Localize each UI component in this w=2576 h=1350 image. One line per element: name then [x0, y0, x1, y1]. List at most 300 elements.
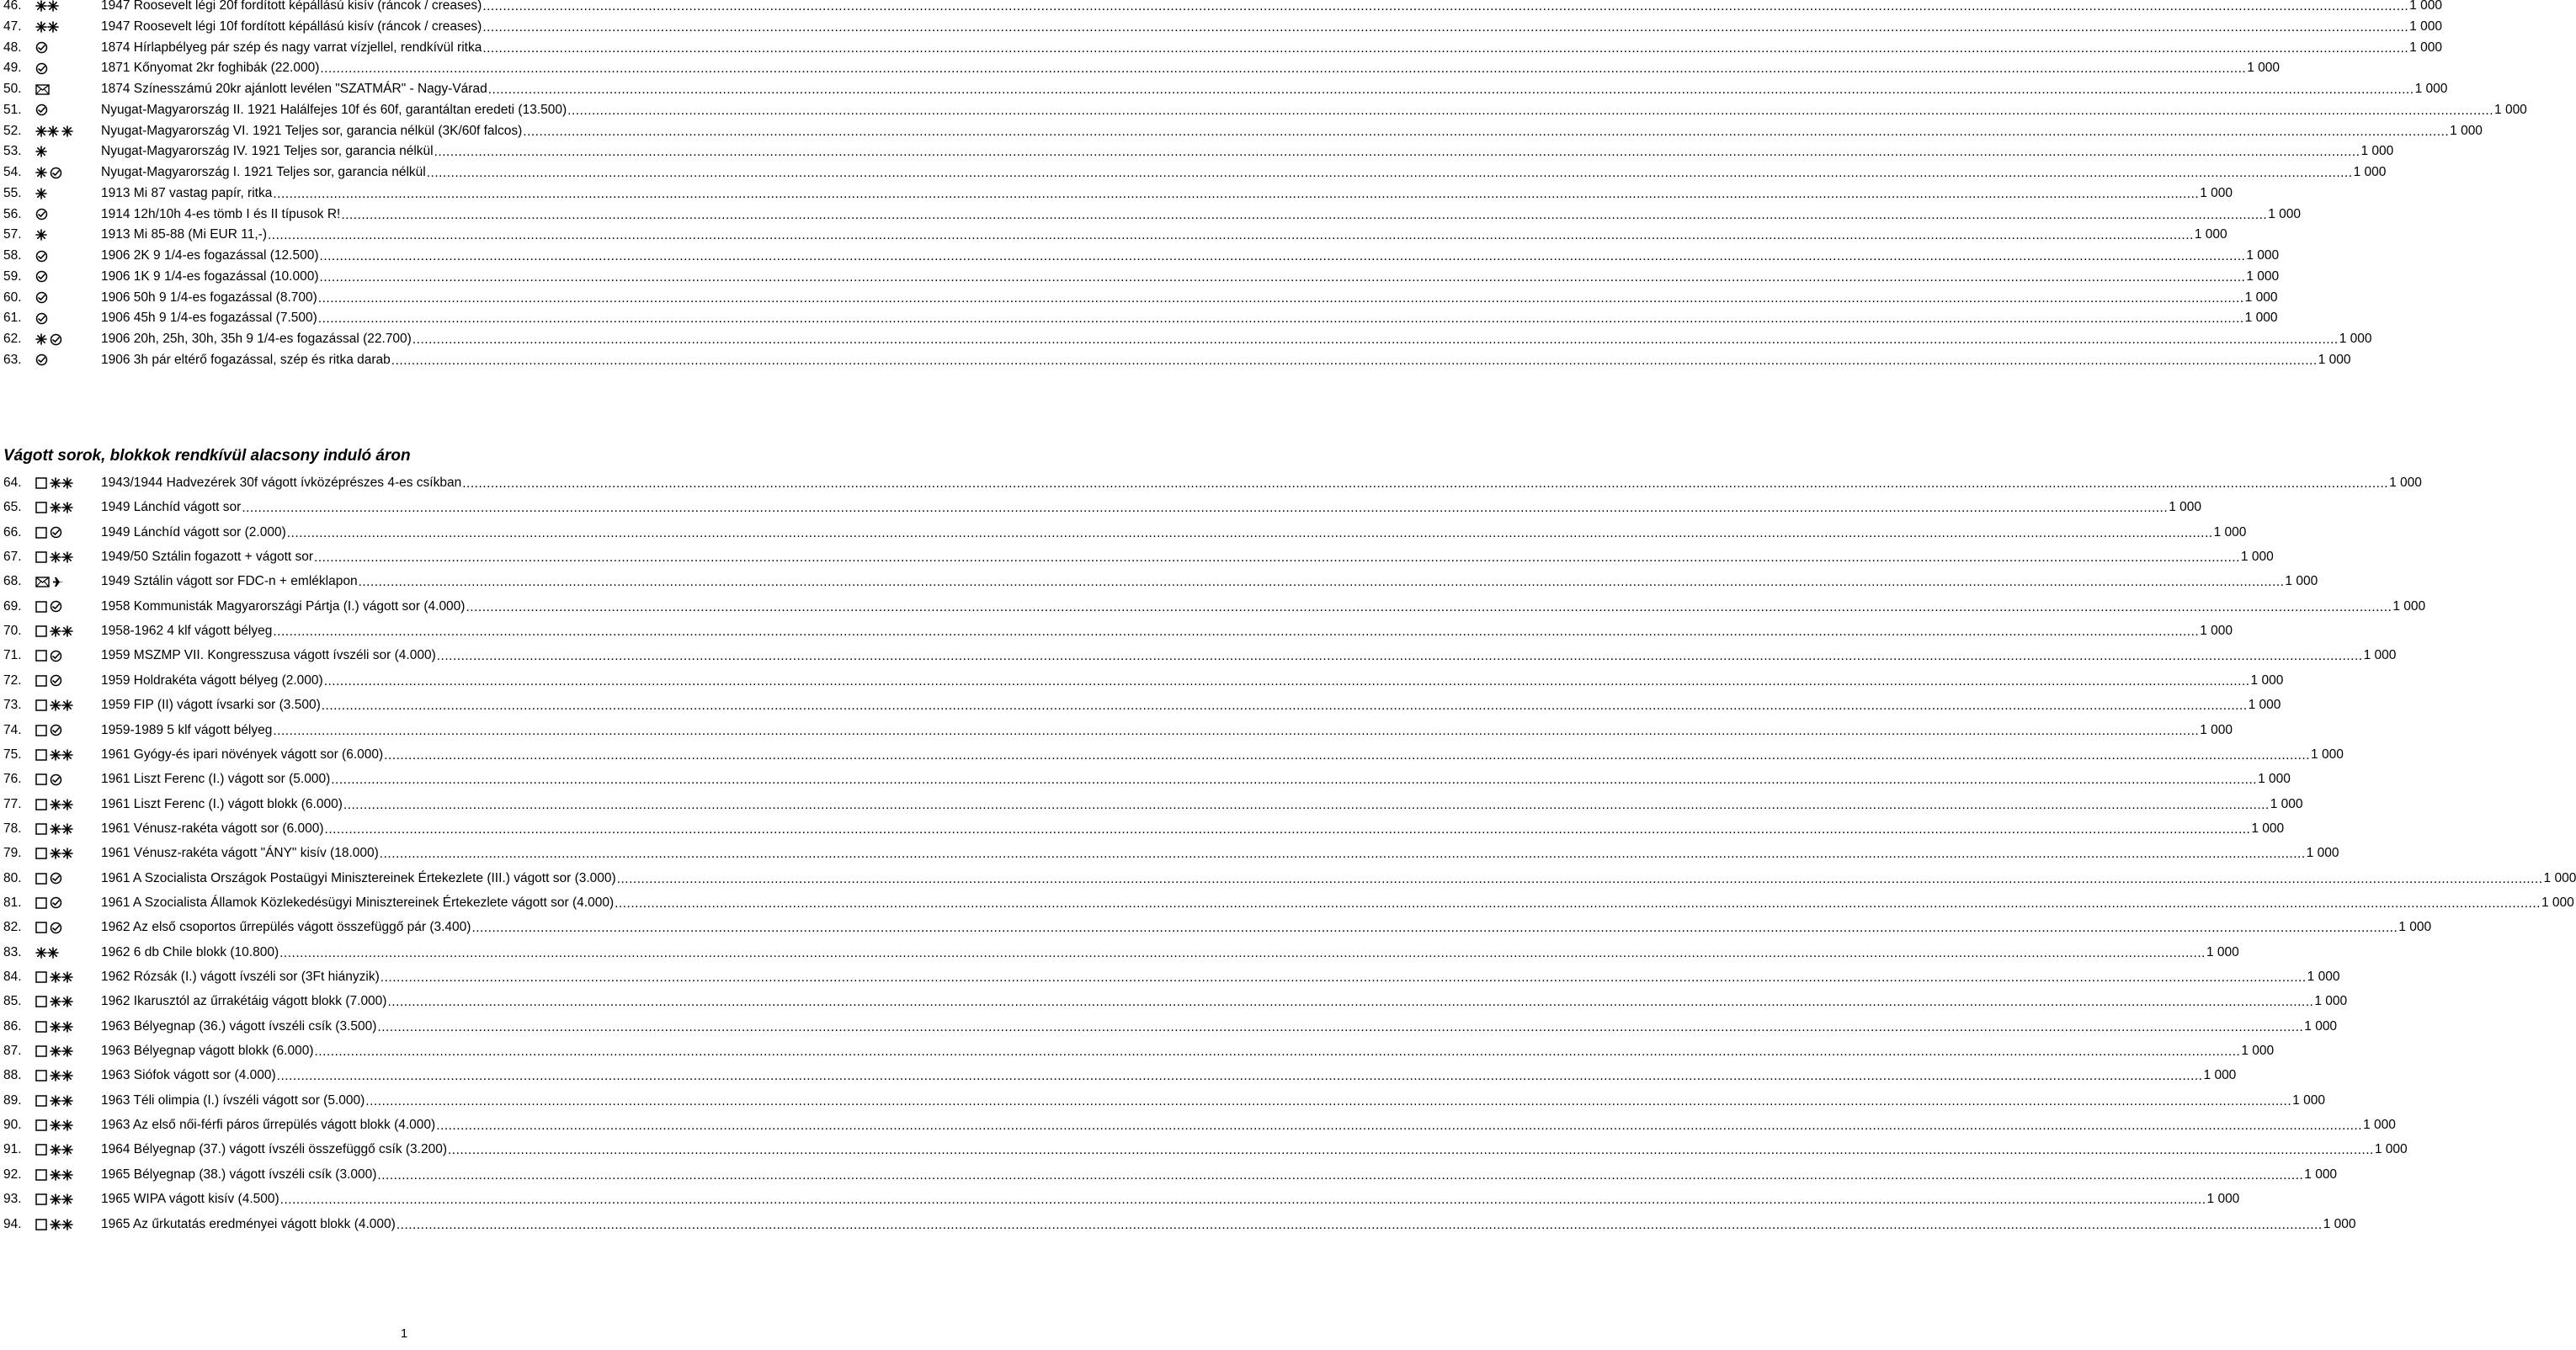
- lot-description: 1949/50 Sztálin fogazott + vágott sor: [101, 550, 314, 565]
- lot-number: 75.: [3, 747, 22, 762]
- mint-hinged-icon: [35, 188, 47, 199]
- lot-number: 51.: [3, 102, 22, 117]
- lot-starting-price: 1 000: [2398, 920, 2432, 935]
- lot-number: 76.: [3, 772, 22, 787]
- lot-number: 49.: [3, 61, 22, 76]
- lot-description: 1959 FIP (II) vágott ívsarki sor (3.500): [101, 698, 321, 713]
- section-title: Vágott sorok, blokkok rendkívül alacsony induló áron: [3, 447, 411, 465]
- lot-number: 70.: [3, 624, 22, 639]
- lot-row: [3, 1166, 2338, 1184]
- used-stamp-icon: [50, 600, 62, 613]
- imperforate-square-icon: [35, 1045, 47, 1057]
- lot-starting-price: 1 000: [2323, 1216, 2356, 1231]
- used-stamp-icon: [50, 674, 62, 687]
- dot-leader: [314, 550, 2240, 566]
- lot-starting-price: 1 000: [2409, 0, 2442, 13]
- lot-starting-price: 1 000: [2311, 747, 2344, 762]
- mint-never-hinged-icon: [50, 823, 73, 835]
- lot-starting-price: 1 000: [2450, 123, 2483, 138]
- dot-leader: [471, 920, 2398, 937]
- used-stamp-icon: [50, 872, 62, 885]
- cover-envelope-icon: [35, 577, 50, 587]
- lot-description: 1963 Bélyegnap (36.) vágott ívszéli csík (3.500): [101, 1018, 377, 1034]
- dot-leader: [268, 227, 2194, 244]
- lot-row: [3, 474, 2422, 492]
- lot-starting-price: 1 000: [2541, 895, 2574, 910]
- lot-description: 1949 Lánchíd vágott sor (2.000): [101, 524, 286, 539]
- lot-starting-price: 1 000: [2494, 102, 2527, 117]
- lot-description: 1914 12h/10h 4-es tömb I és II típusok R!: [101, 206, 341, 221]
- used-stamp-icon: [35, 353, 48, 366]
- lot-starting-price: 1 000: [2213, 524, 2247, 539]
- lot-number: 54.: [3, 165, 22, 179]
- lot-row: [3, 18, 2442, 36]
- lot-row: [3, 869, 2576, 888]
- lot-starting-price: 1 000: [2246, 268, 2280, 284]
- mint-never-hinged-icon: [50, 799, 73, 811]
- dot-leader: [482, 19, 2408, 36]
- lot-description: Nyugat-Magyarország I. 1921 Teljes sor, garancia nélkül: [101, 165, 426, 179]
- dot-leader: [287, 525, 2213, 542]
- lot-number: 47.: [3, 19, 22, 34]
- imperforate-square-icon: [35, 823, 47, 835]
- lot-condition-icons: [35, 291, 101, 304]
- lot-description: 1959 MSZMP VII. Kongresszusa vágott ívszéli sor (4.000): [101, 648, 436, 663]
- lot-description: 1963 Bélyegnap vágott blokk (6.000): [101, 1044, 314, 1059]
- lot-starting-price: 1 000: [2307, 970, 2340, 984]
- imperforate-square-icon: [35, 551, 47, 563]
- used-stamp-icon: [50, 333, 62, 346]
- dot-leader: [488, 82, 2414, 98]
- lot-condition-icons: [35, 551, 101, 563]
- lot-number: 88.: [3, 1068, 22, 1083]
- used-stamp-icon: [50, 724, 62, 736]
- lot-number: 66.: [3, 524, 22, 539]
- cover-envelope-icon: [35, 84, 50, 95]
- lot-description: 1949 Lánchíd vágott sor: [101, 500, 242, 515]
- lot-description: 1964 Bélyegnap (37.) vágott ívszéli összefüggő csík (3.200): [101, 1142, 447, 1157]
- lot-description: 1906 3h pár eltérő fogazással, szép és ritka darab: [101, 352, 391, 367]
- imperforate-square-icon: [35, 650, 47, 662]
- lot-condition-icons: [35, 724, 101, 736]
- lot-condition-icons: [35, 576, 101, 588]
- lot-starting-price: 1 000: [2194, 227, 2227, 242]
- mint-hinged-icon: [35, 146, 47, 157]
- imperforate-square-icon: [35, 897, 47, 909]
- lot-condition-icons: [35, 250, 101, 263]
- dot-leader: [387, 994, 2313, 1011]
- dot-leader: [273, 723, 2199, 740]
- lot-condition-icons: [35, 799, 101, 811]
- lot-starting-price: 1 000: [2389, 476, 2422, 490]
- mint-never-hinged-icon: [50, 1119, 73, 1131]
- lot-condition-icons: [35, 146, 101, 157]
- dot-leader: [436, 1118, 2362, 1135]
- lot-number: 69.: [3, 598, 22, 614]
- lot-condition-icons: [35, 749, 101, 761]
- lot-starting-price: 1 000: [2292, 1092, 2325, 1108]
- lot-condition-icons: [35, 188, 101, 199]
- used-stamp-icon: [50, 167, 62, 179]
- mint-hinged-icon: [35, 333, 47, 345]
- lot-starting-price: 1 000: [2240, 550, 2274, 565]
- lot-description: 1961 A Szocialista Országok Postaügyi Minisztereinek Értekezlete (III.) vágott sor (3.000): [101, 870, 616, 885]
- imperforate-square-icon: [35, 799, 47, 811]
- lot-number: 67.: [3, 550, 22, 565]
- lot-description: 1965 Az űrkutatás eredményei vágott blokk (4.000): [101, 1216, 396, 1231]
- lot-description: 1961 Vénusz-rakéta vágott "ÁNY" kisív (18.000): [101, 846, 379, 861]
- lot-starting-price: 1 000: [2169, 500, 2201, 515]
- page-number: 1: [400, 1326, 408, 1341]
- lot-condition-icons: [35, 971, 101, 983]
- imperforate-square-icon: [35, 1193, 47, 1205]
- imperforate-square-icon: [35, 725, 47, 736]
- dot-leader: [279, 945, 2206, 962]
- lot-description: 1962 Ikarusztól az űrrakétáig vágott blokk (7.000): [101, 994, 387, 1009]
- dot-leader: [320, 248, 2246, 265]
- lot-description: 1959 Holdrakéta vágott bélyeg (2.000): [101, 672, 323, 688]
- lot-starting-price: 1 000: [2244, 290, 2278, 305]
- lot-condition-icons: [35, 1021, 101, 1033]
- mint-never-hinged-icon: [50, 502, 73, 513]
- imperforate-square-icon: [35, 477, 47, 489]
- lot-description: 1906 45h 9 1/4-es fogazással (7.500): [101, 311, 317, 326]
- imperforate-square-icon: [35, 1021, 47, 1033]
- lot-row: [3, 968, 2340, 986]
- imperforate-square-icon: [35, 873, 47, 885]
- mint-never-hinged-icon: [50, 699, 73, 711]
- imperforate-square-icon: [35, 601, 47, 613]
- dot-leader: [280, 1192, 2206, 1209]
- lot-row: [3, 1140, 2408, 1159]
- dot-leader: [273, 186, 2199, 203]
- lot-row: [3, 268, 2280, 286]
- used-stamp-icon: [35, 270, 48, 283]
- lot-row: [3, 894, 2574, 912]
- lot-description: 1965 WIPA vágott kisív (4.500): [101, 1192, 279, 1207]
- used-stamp-icon: [50, 650, 62, 662]
- mint-never-hinged-icon: [50, 1045, 73, 1057]
- mint-never-hinged-icon: [50, 1021, 73, 1033]
- lot-condition-icons: [35, 848, 101, 859]
- imperforate-square-icon: [35, 971, 47, 983]
- lot-number: 46.: [3, 0, 22, 13]
- lot-row: [3, 1018, 2338, 1036]
- used-stamp-icon: [35, 250, 48, 263]
- lot-row: [3, 330, 2372, 348]
- used-stamp-icon: [35, 62, 48, 75]
- lot-row: [3, 1215, 2356, 1234]
- lot-number: 48.: [3, 40, 22, 55]
- lot-number: 63.: [3, 352, 22, 367]
- lot-condition-icons: [35, 477, 101, 489]
- mint-never-hinged-icon: [50, 996, 73, 1007]
- imperforate-square-icon: [35, 773, 47, 785]
- lot-condition-icons: [35, 353, 101, 366]
- lot-number: 57.: [3, 227, 22, 242]
- lot-number: 78.: [3, 821, 22, 836]
- dot-leader: [381, 970, 2307, 986]
- mint-never-hinged-icon: [50, 971, 73, 983]
- lot-number: 84.: [3, 970, 22, 984]
- lot-number: 90.: [3, 1118, 22, 1133]
- dot-leader: [322, 698, 2248, 715]
- lot-starting-price: 1 000: [2200, 722, 2233, 737]
- lot-starting-price: 1 000: [2206, 944, 2239, 959]
- lot-number: 94.: [3, 1216, 22, 1231]
- lot-row: [3, 746, 2344, 764]
- lot-condition-icons: [35, 896, 101, 909]
- lot-description: 1906 50h 9 1/4-es fogazással (8.700): [101, 290, 317, 305]
- lot-starting-price: 1 000: [2206, 1192, 2240, 1207]
- lot-description: 1961 Liszt Ferenc (I.) vágott blokk (6.000): [101, 796, 343, 811]
- lot-row: [3, 696, 2281, 715]
- dot-leader: [523, 124, 2449, 141]
- mint-never-hinged-icon: [50, 749, 73, 761]
- lot-number: 79.: [3, 846, 22, 861]
- lot-number: 71.: [3, 648, 22, 663]
- lot-number: 61.: [3, 311, 22, 326]
- dot-leader: [466, 599, 2392, 616]
- lot-starting-price: 1 000: [2304, 1018, 2338, 1034]
- lot-starting-price: 1 000: [2392, 598, 2426, 614]
- lot-row: [3, 163, 2387, 182]
- mint-never-hinged-icon: [50, 1095, 73, 1107]
- lot-condition-icons: [35, 1070, 101, 1082]
- imperforate-square-icon: [35, 625, 47, 637]
- lot-starting-price: 1 000: [2251, 821, 2285, 836]
- mint-never-hinged-icon: [50, 1070, 73, 1082]
- lot-starting-price: 1 000: [2200, 185, 2233, 200]
- lot-number: 53.: [3, 144, 22, 159]
- imperforate-square-icon: [35, 749, 47, 761]
- lot-starting-price: 1 000: [2270, 796, 2303, 811]
- lot-row: [3, 1190, 2240, 1209]
- imperforate-square-icon: [35, 699, 47, 711]
- lot-number: 52.: [3, 123, 22, 138]
- lot-description: 1913 Mi 87 vastag papír, ritka: [101, 185, 273, 200]
- lot-description: 1961 A Szocialista Államok Közlekedésügyi Minisztereinek Értekezlete vágott sor (4.000): [101, 895, 615, 910]
- lot-condition-icons: [35, 333, 101, 346]
- dot-leader: [397, 1217, 2323, 1234]
- lot-number: 91.: [3, 1142, 22, 1157]
- lot-row: [3, 1116, 2396, 1135]
- lot-condition-icons: [35, 600, 101, 613]
- lot-starting-price: 1 000: [2360, 144, 2394, 159]
- lot-row: [3, 992, 2348, 1011]
- lot-condition-icons: [35, 21, 101, 33]
- lot-starting-price: 1 000: [2304, 1167, 2338, 1182]
- lot-row: [3, 247, 2280, 265]
- lot-row: [3, 101, 2527, 120]
- lot-number: 65.: [3, 500, 22, 515]
- mint-never-hinged-icon: [50, 551, 73, 563]
- lot-description: 1906 1K 9 1/4-es fogazással (10.000): [101, 268, 319, 284]
- lot-number: 58.: [3, 248, 22, 263]
- lot-description: 1874 Hírlapbélyeg pár szép és nagy varrat vízjellel, rendkívül ritka: [101, 40, 482, 55]
- lot-starting-price: 1 000: [2414, 82, 2448, 96]
- lot-description: 1958 Kommunisták Magyarországi Pártja (I.) vágott sor (4.000): [101, 598, 466, 614]
- dot-leader: [325, 821, 2251, 838]
- mint-never-hinged-icon: [50, 1193, 73, 1205]
- lot-number: 92.: [3, 1167, 22, 1182]
- lot-row: [3, 351, 2351, 369]
- dot-leader: [341, 207, 2267, 224]
- lot-starting-price: 1 000: [2285, 574, 2318, 589]
- mint-never-hinged-icon: [35, 21, 59, 33]
- lot-condition-icons: [35, 699, 101, 711]
- lot-starting-price: 1 000: [2339, 332, 2372, 346]
- used-stamp-icon: [35, 208, 48, 221]
- lot-condition-icons: [35, 62, 101, 75]
- mint-never-hinged-icon: [50, 477, 73, 489]
- lot-description: 1943/1944 Hadvezérek 30f vágott ívközéprészes 4-es csíkban: [101, 476, 462, 490]
- used-stamp-icon: [35, 41, 48, 54]
- dot-leader: [273, 624, 2199, 640]
- mint-never-hinged-icon: [50, 848, 73, 859]
- lot-row: [3, 844, 2339, 863]
- lot-description: 1962 Az első csoportos űrrepülés vágott összefüggő pár (3.400): [101, 920, 471, 935]
- lot-row: [3, 795, 2303, 814]
- lot-description: 1961 Gyógy-és ipari növények vágott sor (6.000): [101, 747, 384, 762]
- lot-row: [3, 598, 2426, 616]
- dot-leader: [331, 772, 2257, 789]
- dot-leader: [380, 846, 2306, 863]
- lot-starting-price: 1 000: [2318, 352, 2351, 367]
- mint-hinged-icon: [35, 229, 47, 241]
- lot-row: [3, 646, 2397, 665]
- lot-row: [3, 820, 2285, 838]
- lot-description: 1961 Liszt Ferenc (I.) vágott sor (5.000): [101, 772, 331, 787]
- lot-row: [3, 142, 2394, 161]
- dot-leader: [615, 896, 2541, 912]
- lot-condition-icons: [35, 526, 101, 539]
- lot-starting-price: 1 000: [2543, 870, 2576, 885]
- imperforate-square-icon: [35, 675, 47, 687]
- lot-condition-icons: [35, 674, 101, 687]
- imperforate-square-icon: [35, 1219, 47, 1230]
- dot-leader: [320, 61, 2246, 77]
- dot-leader: [365, 1093, 2291, 1110]
- lot-condition-icons: [35, 312, 101, 325]
- lot-description: 1963 Siófok vágott sor (4.000): [101, 1068, 276, 1083]
- lot-description: 1874 Színesszámú 20kr ajánlott levélen "SZATMÁR" - Nagy-Várad: [101, 82, 487, 96]
- mint-never-hinged-icon: [35, 0, 59, 12]
- lot-condition-icons: [35, 947, 101, 959]
- lot-condition-icons: [35, 1119, 101, 1131]
- lot-condition-icons: [35, 41, 101, 54]
- dot-leader: [242, 500, 2168, 517]
- lot-description: 1871 Kőnyomat 2kr foghibák (22.000): [101, 61, 320, 76]
- dot-leader: [448, 1142, 2374, 1159]
- used-stamp-icon: [35, 104, 48, 116]
- dot-leader: [320, 269, 2246, 286]
- lot-condition-icons: [35, 650, 101, 662]
- dot-leader: [437, 648, 2363, 665]
- dot-leader: [377, 1167, 2303, 1184]
- dot-leader: [412, 332, 2339, 348]
- mint-never-hinged-icon: [50, 625, 73, 637]
- lot-description: Nyugat-Magyarország II. 1921 Halálfejes 10f és 60f, garantáltan eredeti (13.500): [101, 102, 567, 117]
- lot-description: 1965 Bélyegnap (38.) vágott ívszéli csík (3.000): [101, 1167, 377, 1182]
- dot-leader: [617, 871, 2543, 888]
- lot-number: 72.: [3, 672, 22, 688]
- lot-number: 83.: [3, 944, 22, 959]
- lot-condition-icons: [35, 625, 101, 637]
- lot-condition-icons: [35, 1095, 101, 1107]
- lot-row: [3, 498, 2201, 517]
- imperforate-square-icon: [35, 1169, 47, 1181]
- lot-starting-price: 1 000: [2314, 994, 2348, 1009]
- lot-condition-icons: [35, 823, 101, 835]
- lot-row: [3, 770, 2291, 789]
- imperforate-square-icon: [35, 1070, 47, 1082]
- lot-number: 60.: [3, 290, 22, 305]
- lot-condition-icons: [35, 773, 101, 786]
- lot-starting-price: 1 000: [2268, 206, 2301, 221]
- lot-number: 77.: [3, 796, 22, 811]
- lot-starting-price: 1 000: [2363, 648, 2397, 663]
- lot-condition-icons: [35, 996, 101, 1007]
- dot-leader: [434, 144, 2360, 161]
- dot-leader: [377, 1019, 2303, 1036]
- lot-condition-icons: [35, 502, 101, 513]
- lot-condition-icons: [35, 1045, 101, 1057]
- dot-leader: [567, 103, 2494, 120]
- lot-number: 62.: [3, 332, 22, 346]
- lot-number: 86.: [3, 1018, 22, 1034]
- lot-starting-price: 1 000: [2374, 1142, 2408, 1157]
- lot-condition-icons: [35, 922, 101, 934]
- lot-row: [3, 289, 2278, 307]
- lot-row: [3, 524, 2247, 542]
- lot-starting-price: 1 000: [2246, 248, 2280, 263]
- used-stamp-icon: [50, 773, 62, 786]
- lot-condition-icons: [35, 167, 101, 179]
- lot-row: [3, 59, 2281, 77]
- lot-description: 1963 Az első női-férfi páros űrrepülés vágott blokk (4.000): [101, 1118, 436, 1133]
- lot-row: [3, 80, 2448, 98]
- lot-row: [3, 943, 2239, 962]
- lot-number: 64.: [3, 476, 22, 490]
- lot-condition-icons: [35, 1169, 101, 1181]
- lot-number: 50.: [3, 82, 22, 96]
- lot-condition-icons: [35, 125, 101, 137]
- lot-description: 1913 Mi 85-88 (Mi EUR 11,-): [101, 227, 267, 242]
- lot-number: 93.: [3, 1192, 22, 1207]
- lot-starting-price: 1 000: [2250, 672, 2284, 688]
- lot-row: [3, 122, 2483, 141]
- mint-never-hinged-icon: [35, 125, 59, 137]
- lot-description: 1947 Roosevelt légi 20f fordított képállású kisív (ráncok / creases): [101, 0, 482, 13]
- lot-number: 74.: [3, 722, 22, 737]
- lot-description: 1961 Vénusz-rakéta vágott sor (6.000): [101, 821, 324, 836]
- lot-description: 1959-1989 5 klf vágott bélyeg: [101, 722, 273, 737]
- dot-leader: [482, 0, 2408, 15]
- lot-description: 1906 2K 9 1/4-es fogazással (12.500): [101, 248, 319, 263]
- airplane-icon: [52, 576, 65, 588]
- used-stamp-icon: [50, 896, 62, 909]
- mint-never-hinged-icon: [50, 1144, 73, 1156]
- lot-starting-price: 1 000: [2409, 19, 2442, 34]
- lot-starting-price: 1 000: [2241, 1044, 2275, 1059]
- dot-leader: [391, 353, 2318, 369]
- lot-number: 82.: [3, 920, 22, 935]
- lot-starting-price: 1 000: [2244, 311, 2278, 326]
- lot-row: [3, 1042, 2275, 1060]
- lot-description: 1949 Sztálin vágott sor FDC-n + emléklapon: [101, 574, 358, 589]
- lot-condition-icons: [35, 1193, 101, 1205]
